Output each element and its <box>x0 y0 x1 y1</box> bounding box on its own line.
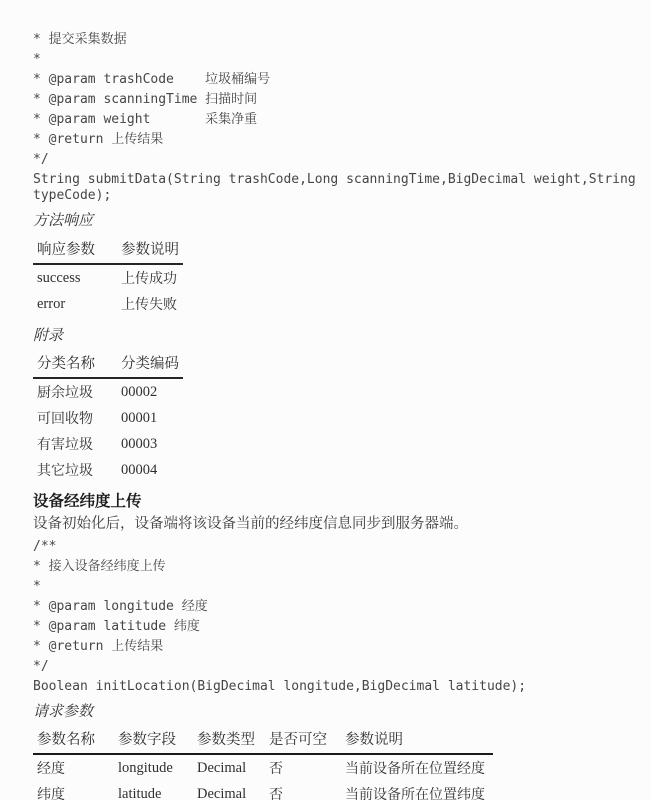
table-body <box>33 754 493 800</box>
column-header: 分类名称 <box>33 352 117 378</box>
code-signature-submit-data <box>33 172 636 204</box>
table-cell-param-field: longitude <box>118 759 173 776</box>
table-cell-nullable: 否 <box>269 786 283 800</box>
code-comment-line: */ <box>33 659 49 674</box>
code-line: typeCode); <box>33 188 112 203</box>
table-cell-category-name: 可回收物 <box>37 410 93 426</box>
code-line: String submitData(String trashCode,Long scanningTime,BigDecimal weight,String <box>33 172 636 187</box>
code-signature-init-location <box>33 679 631 695</box>
table-cell-param-description: 当前设备所在位置纬度 <box>345 786 485 800</box>
table-cell-category-code: 00001 <box>121 409 158 426</box>
table-row <box>33 264 183 291</box>
table-cell-response-param: error <box>37 295 66 312</box>
table-row <box>33 781 493 800</box>
table-row <box>33 754 493 781</box>
table-cell-category-code: 00004 <box>121 461 158 478</box>
code-comment-line: /** <box>33 539 57 554</box>
heading-appendix: 附录 <box>33 327 64 344</box>
table-cell-category-code: 00002 <box>121 383 158 400</box>
code-comment-line: * <box>33 579 41 594</box>
column-header: 参数名称 <box>33 728 114 754</box>
code-comment-line: * @return 上传结果 <box>33 132 164 147</box>
table-cell-param-description: 当前设备所在位置经度 <box>345 760 485 776</box>
table-body <box>33 264 183 317</box>
code-comment-line: * @param latitude 纬度 <box>33 619 200 634</box>
column-header: 参数字段 <box>114 728 193 754</box>
table-cell-param-type: Decimal <box>197 759 247 776</box>
column-header: 参数说明 <box>341 728 493 754</box>
code-comment-line: * <box>33 52 41 67</box>
table-header-row <box>33 238 183 264</box>
code-comment-line: * @param longitude 经度 <box>33 599 208 614</box>
heading-request-params: 请求参数 <box>33 703 94 720</box>
section-title-device-location-upload: 设备经纬度上传 <box>33 493 142 510</box>
table-cell-category-name: 厨余垃圾 <box>37 384 93 400</box>
table-cell-category-code: 00003 <box>121 435 158 452</box>
device-location-description: 设备初始化后，设备端将该设备当前的经纬度信息同步到服务器端。 <box>33 516 468 532</box>
column-header: 分类编码 <box>117 352 183 378</box>
table-row <box>33 378 183 405</box>
column-header: 是否可空 <box>265 728 341 754</box>
table-header-row <box>33 352 183 378</box>
code-comment-line: * @param weight 采集净重 <box>33 112 258 127</box>
code-comment-line: * @return 上传结果 <box>33 639 164 654</box>
heading-method-response: 方法响应 <box>33 212 94 229</box>
code-comment-block-submit-data <box>33 30 631 170</box>
code-line: Boolean initLocation(BigDecimal longitude,BigDecimal latitude); <box>33 679 527 694</box>
table-row <box>33 457 183 483</box>
table-header-row <box>33 728 493 754</box>
table-row <box>33 405 183 431</box>
table-cell-param-name: 纬度 <box>37 786 65 800</box>
code-comment-line: * 接入设备经纬度上传 <box>33 559 166 574</box>
table-cell-nullable: 否 <box>269 760 283 776</box>
response-table <box>33 238 183 317</box>
table-cell-param-name: 经度 <box>37 760 65 776</box>
code-comment-line: */ <box>33 152 49 167</box>
code-comment-line: * 提交采集数据 <box>33 32 127 47</box>
table-cell-param-description: 上传失败 <box>121 296 177 312</box>
code-comment-line: * @param scanningTime 扫描时间 <box>33 92 258 107</box>
table-cell-response-param: success <box>37 269 81 286</box>
table-cell-category-name: 其它垃圾 <box>37 462 93 478</box>
request-params-table <box>33 728 493 800</box>
table-row <box>33 431 183 457</box>
column-header: 参数类型 <box>193 728 265 754</box>
code-comment-block-init-location <box>33 537 631 677</box>
category-table <box>33 352 183 483</box>
table-cell-param-description: 上传成功 <box>121 270 177 286</box>
code-comment-line: * @param trashCode 垃圾桶编号 <box>33 72 271 87</box>
column-header: 参数说明 <box>117 238 183 264</box>
table-body <box>33 378 183 483</box>
table-row <box>33 291 183 317</box>
table-cell-category-name: 有害垃圾 <box>37 436 93 452</box>
table-cell-param-type: Decimal <box>197 785 247 800</box>
table-cell-param-field: latitude <box>118 785 162 800</box>
column-header: 响应参数 <box>33 238 117 264</box>
